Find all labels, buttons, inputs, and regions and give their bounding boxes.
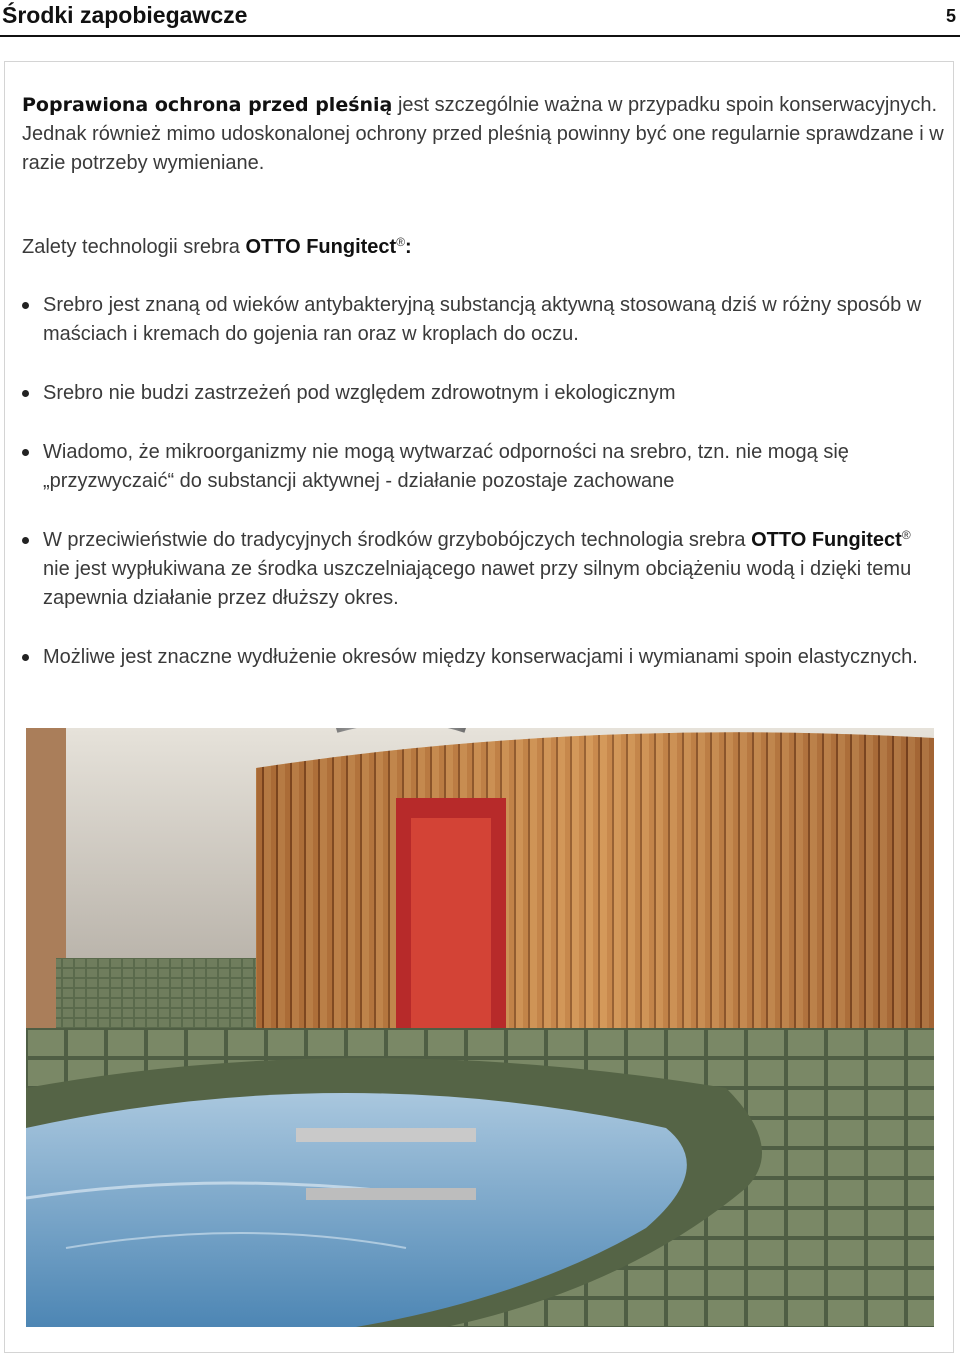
list-item-before: W przeciwieństwie do tradycyjnych środków grzybobójczych technologia srebra xyxy=(43,529,752,551)
intro-bold-lead: Poprawiona ochrona przed pleśnią xyxy=(22,94,393,116)
advantages-list xyxy=(22,291,932,702)
intro-paragraph xyxy=(22,91,947,178)
pool-spa-photo xyxy=(26,728,934,1327)
list-item xyxy=(22,291,932,349)
page-header xyxy=(0,0,960,36)
brand-name: OTTO Fungitect xyxy=(245,236,397,258)
registered-mark: ® xyxy=(901,528,911,542)
list-item-text: Wiadomo, że mikroorganizmy nie mogą wytwarzać odporności na srebro, tzn. nie mogą się „przyzwyczaić“ do substancji aktywnej - działanie pozostaje zachowane xyxy=(43,441,849,492)
advantages-colon: : xyxy=(405,236,412,258)
list-item-after: nie jest wypłukiwana ze środka uszczelniającego nawet przy silnym obciążeniu wodą i dzięki temu zapewnia działanie przez dłuższy okres. xyxy=(43,558,912,609)
registered-mark: ® xyxy=(396,235,406,249)
advantages-lead: Zalety technologii srebra xyxy=(22,236,246,258)
section-title: Środki zapobiegawcze xyxy=(2,2,248,28)
list-item-text: Możliwe jest znaczne wydłużenie okresów między konserwacjami i wymianami spoin elastycznych. xyxy=(43,646,918,668)
list-item xyxy=(22,379,932,408)
brand-name: OTTO Fungitect xyxy=(751,529,902,551)
list-item xyxy=(22,643,932,672)
advantages-heading xyxy=(22,233,947,262)
pool-illustration xyxy=(26,728,934,1327)
header-divider xyxy=(0,35,960,37)
list-item xyxy=(22,438,932,496)
intro-text: jest szczególnie ważna w przypadku spoin konserwacyjnych. Jednak również mimo udoskonalonej ochrony przed pleśnią powinny być one regularnie sprawdzane i w razie potrzeby wymieniane. xyxy=(22,94,944,174)
list-item-text: Srebro nie budzi zastrzeżeń pod względem zdrowotnym i ekologicznym xyxy=(43,382,676,404)
list-item xyxy=(22,526,932,613)
page-number: 5 xyxy=(945,6,956,26)
list-item-text: Srebro jest znaną od wieków antybakteryjną substancją aktywną stosowaną dziś w różny sposób w maściach i kremach do gojenia ran oraz w kroplach do oczu. xyxy=(43,294,922,345)
